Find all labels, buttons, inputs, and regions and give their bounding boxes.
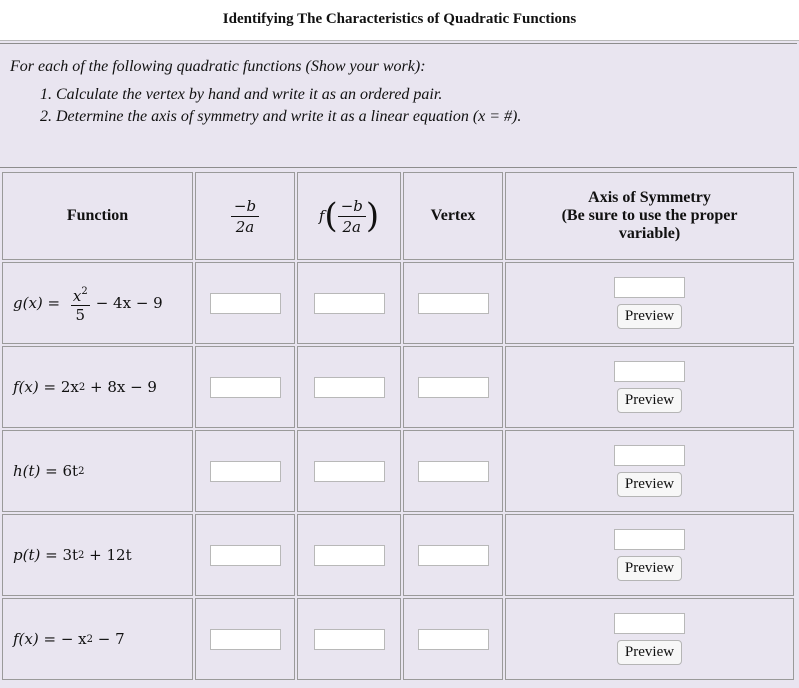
neg-b-over-2a-input[interactable] [210,377,281,398]
header-function: Function [2,172,193,260]
axis-input[interactable] [614,277,685,298]
preview-button[interactable]: Preview [617,304,682,329]
function-cell: f(x) = 2x 2 + 8x − 9 [2,346,193,428]
table-row [2,598,794,680]
function-cell: h(t) = 6t 2 [2,430,193,512]
header-vertex: Vertex [403,172,503,260]
preview-button[interactable]: Preview [617,388,682,413]
instructions-intro: For each of the following quadratic functions (Show your work): [10,58,426,75]
axis-input[interactable] [614,529,685,550]
instruction-item: 2. Determine the axis of symmetry and write it as a linear equation (x = #). [56,106,521,128]
vertex-input[interactable] [418,629,489,650]
instructions-list [0,84,521,128]
f-value-input[interactable] [314,293,385,314]
f-value-input[interactable] [314,545,385,566]
table-header-row [2,172,794,260]
header-axis-of-symmetry: Axis of Symmetry (Be sure to use the proper variable) [505,172,794,260]
f-value-input[interactable] [314,461,385,482]
table-row [2,346,794,428]
function-cell: g(x) = $\frac{x^2}{5}$ − 4x − 9 [2,262,193,344]
table-row [2,262,794,344]
neg-b-over-2a-input[interactable] [210,629,281,650]
neg-b-over-2a-input[interactable] [210,545,281,566]
table-row [2,514,794,596]
axis-input[interactable] [614,613,685,634]
table-row [2,430,794,512]
instructions-panel [0,43,797,168]
instruction-item: 1. Calculate the vertex by hand and write it as an ordered pair. [56,84,521,106]
function-cell: f(x) = − x 2 − 7 [2,598,193,680]
vertex-input[interactable] [418,461,489,482]
f-value-input[interactable] [314,377,385,398]
vertex-input[interactable] [418,545,489,566]
f-value-input[interactable] [314,629,385,650]
axis-input[interactable] [614,361,685,382]
preview-button[interactable]: Preview [617,640,682,665]
header-f-of-neg-b-over-2a: f ( $\frac{-b}{2a}$ ) [297,172,401,260]
functions-table [0,170,796,682]
neg-b-over-2a-input[interactable] [210,461,281,482]
page-title: Identifying The Characteristics of Quadratic Functions [0,0,799,41]
neg-b-over-2a-input[interactable] [210,293,281,314]
vertex-input[interactable] [418,293,489,314]
vertex-input[interactable] [418,377,489,398]
preview-button[interactable]: Preview [617,556,682,581]
axis-input[interactable] [614,445,685,466]
preview-button[interactable]: Preview [617,472,682,497]
header-neg-b-over-2a: $\frac{-b}{2a}$ [195,172,295,260]
function-cell: p(t) = 3t 2 + 12t [2,514,193,596]
